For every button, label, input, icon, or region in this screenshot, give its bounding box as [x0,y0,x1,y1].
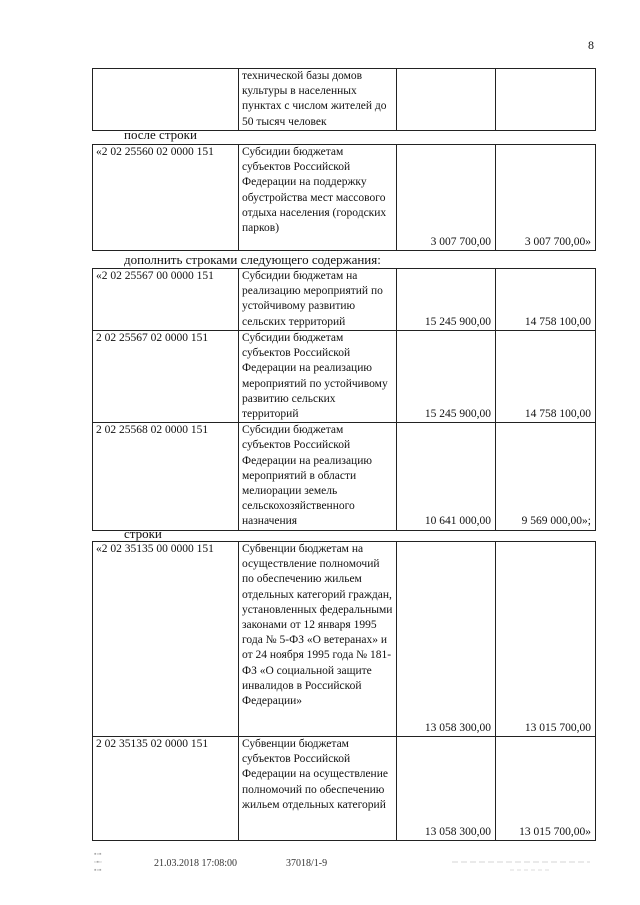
table-row [93,69,596,131]
page-number: 8 [588,38,594,52]
amount-2018-cell: 13 058 300,00 [397,542,496,737]
amount-2019-cell: 9 569 000,00»; [496,423,596,530]
table-row [93,542,596,737]
code-cell: 2 02 25567 02 0000 151 [93,331,239,423]
budget-table-continued [92,68,596,131]
budget-table-reference-row [92,144,596,251]
name-cell: Субсидии бюджетам на реализацию мероприятий по устойчивому развитию сельских территорий [239,269,397,331]
name-cell: Субвенции бюджетам на осуществление полномочий по обеспечению жильем отдельных категорий граждан, установленных федеральными законами от 12 января 1995 года № 5-ФЗ «О ветеранах» и от 24 ноября 1995 года № 181-ФЗ «О социальной защите инвалидов в Российской Федерации» [239,542,397,737]
budget-table-subventions [92,541,596,841]
instruction-add-rows: дополнить строками следующего содержания: [124,252,381,267]
code-cell: «2 02 25560 02 0000 151 [93,145,239,251]
name-cell: Субсидии бюджетам субъектов Российской Федерации на реализацию мероприятий по устойчивому развитию сельских территорий [239,331,397,423]
instruction-rows: строки [124,526,162,541]
instruction-after-row: после строки [124,127,197,142]
faint-signature-icon [450,856,600,876]
amount-2018-cell: 3 007 700,00 [397,145,496,251]
amount-2019-cell: 3 007 700,00» [496,145,596,251]
amount-2019-cell [496,69,596,131]
amount-2019-cell: 13 015 700,00 [496,542,596,737]
table-row [93,331,596,423]
code-cell: 2 02 25568 02 0000 151 [93,423,239,530]
barcode-stamp-icon: ▪▫▪ ▫▪▫ ▪▫▪ [94,850,102,874]
amount-2018-cell: 13 058 300,00 [397,737,496,841]
table-row [93,145,596,251]
name-cell: Субсидии бюджетам субъектов Российской Федерации на реализацию мероприятий в области мелиорации земель сельскохозяйственного назначения [239,423,397,530]
amount-2018-cell [397,69,496,131]
budget-table-added-rows [92,268,596,531]
faint-footer-marks [450,856,600,879]
amount-2019-cell: 14 758 100,00 [496,269,596,331]
code-cell: «2 02 35135 00 0000 151 [93,542,239,737]
amount-2018-cell: 10 641 000,00 [397,423,496,530]
code-cell: «2 02 25567 00 0000 151 [93,269,239,331]
name-cell: Субсидии бюджетам субъектов Российской Федерации на поддержку обустройства мест массового отдыха населения (городских парков) [239,145,397,251]
code-cell: 2 02 35135 02 0000 151 [93,737,239,841]
table-row [93,423,596,530]
code-cell [93,69,239,131]
name-cell: Субвенции бюджетам субъектов Российской Федерации на осуществление полномочий по обеспечению жильем отдельных категорий [239,737,397,841]
footer-doc-number: 37018/1-9 [286,858,328,869]
footer-timestamp: 21.03.2018 17:08:00 [154,858,238,869]
amount-2018-cell: 15 245 900,00 [397,269,496,331]
table-row [93,737,596,841]
amount-2019-cell: 14 758 100,00 [496,331,596,423]
amount-2018-cell: 15 245 900,00 [397,331,496,423]
name-cell: технической базы домов культуры в населенных пунктах с числом жителей до 50 тысяч человек [239,69,397,131]
amount-2019-cell: 13 015 700,00» [496,737,596,841]
table-row [93,269,596,331]
